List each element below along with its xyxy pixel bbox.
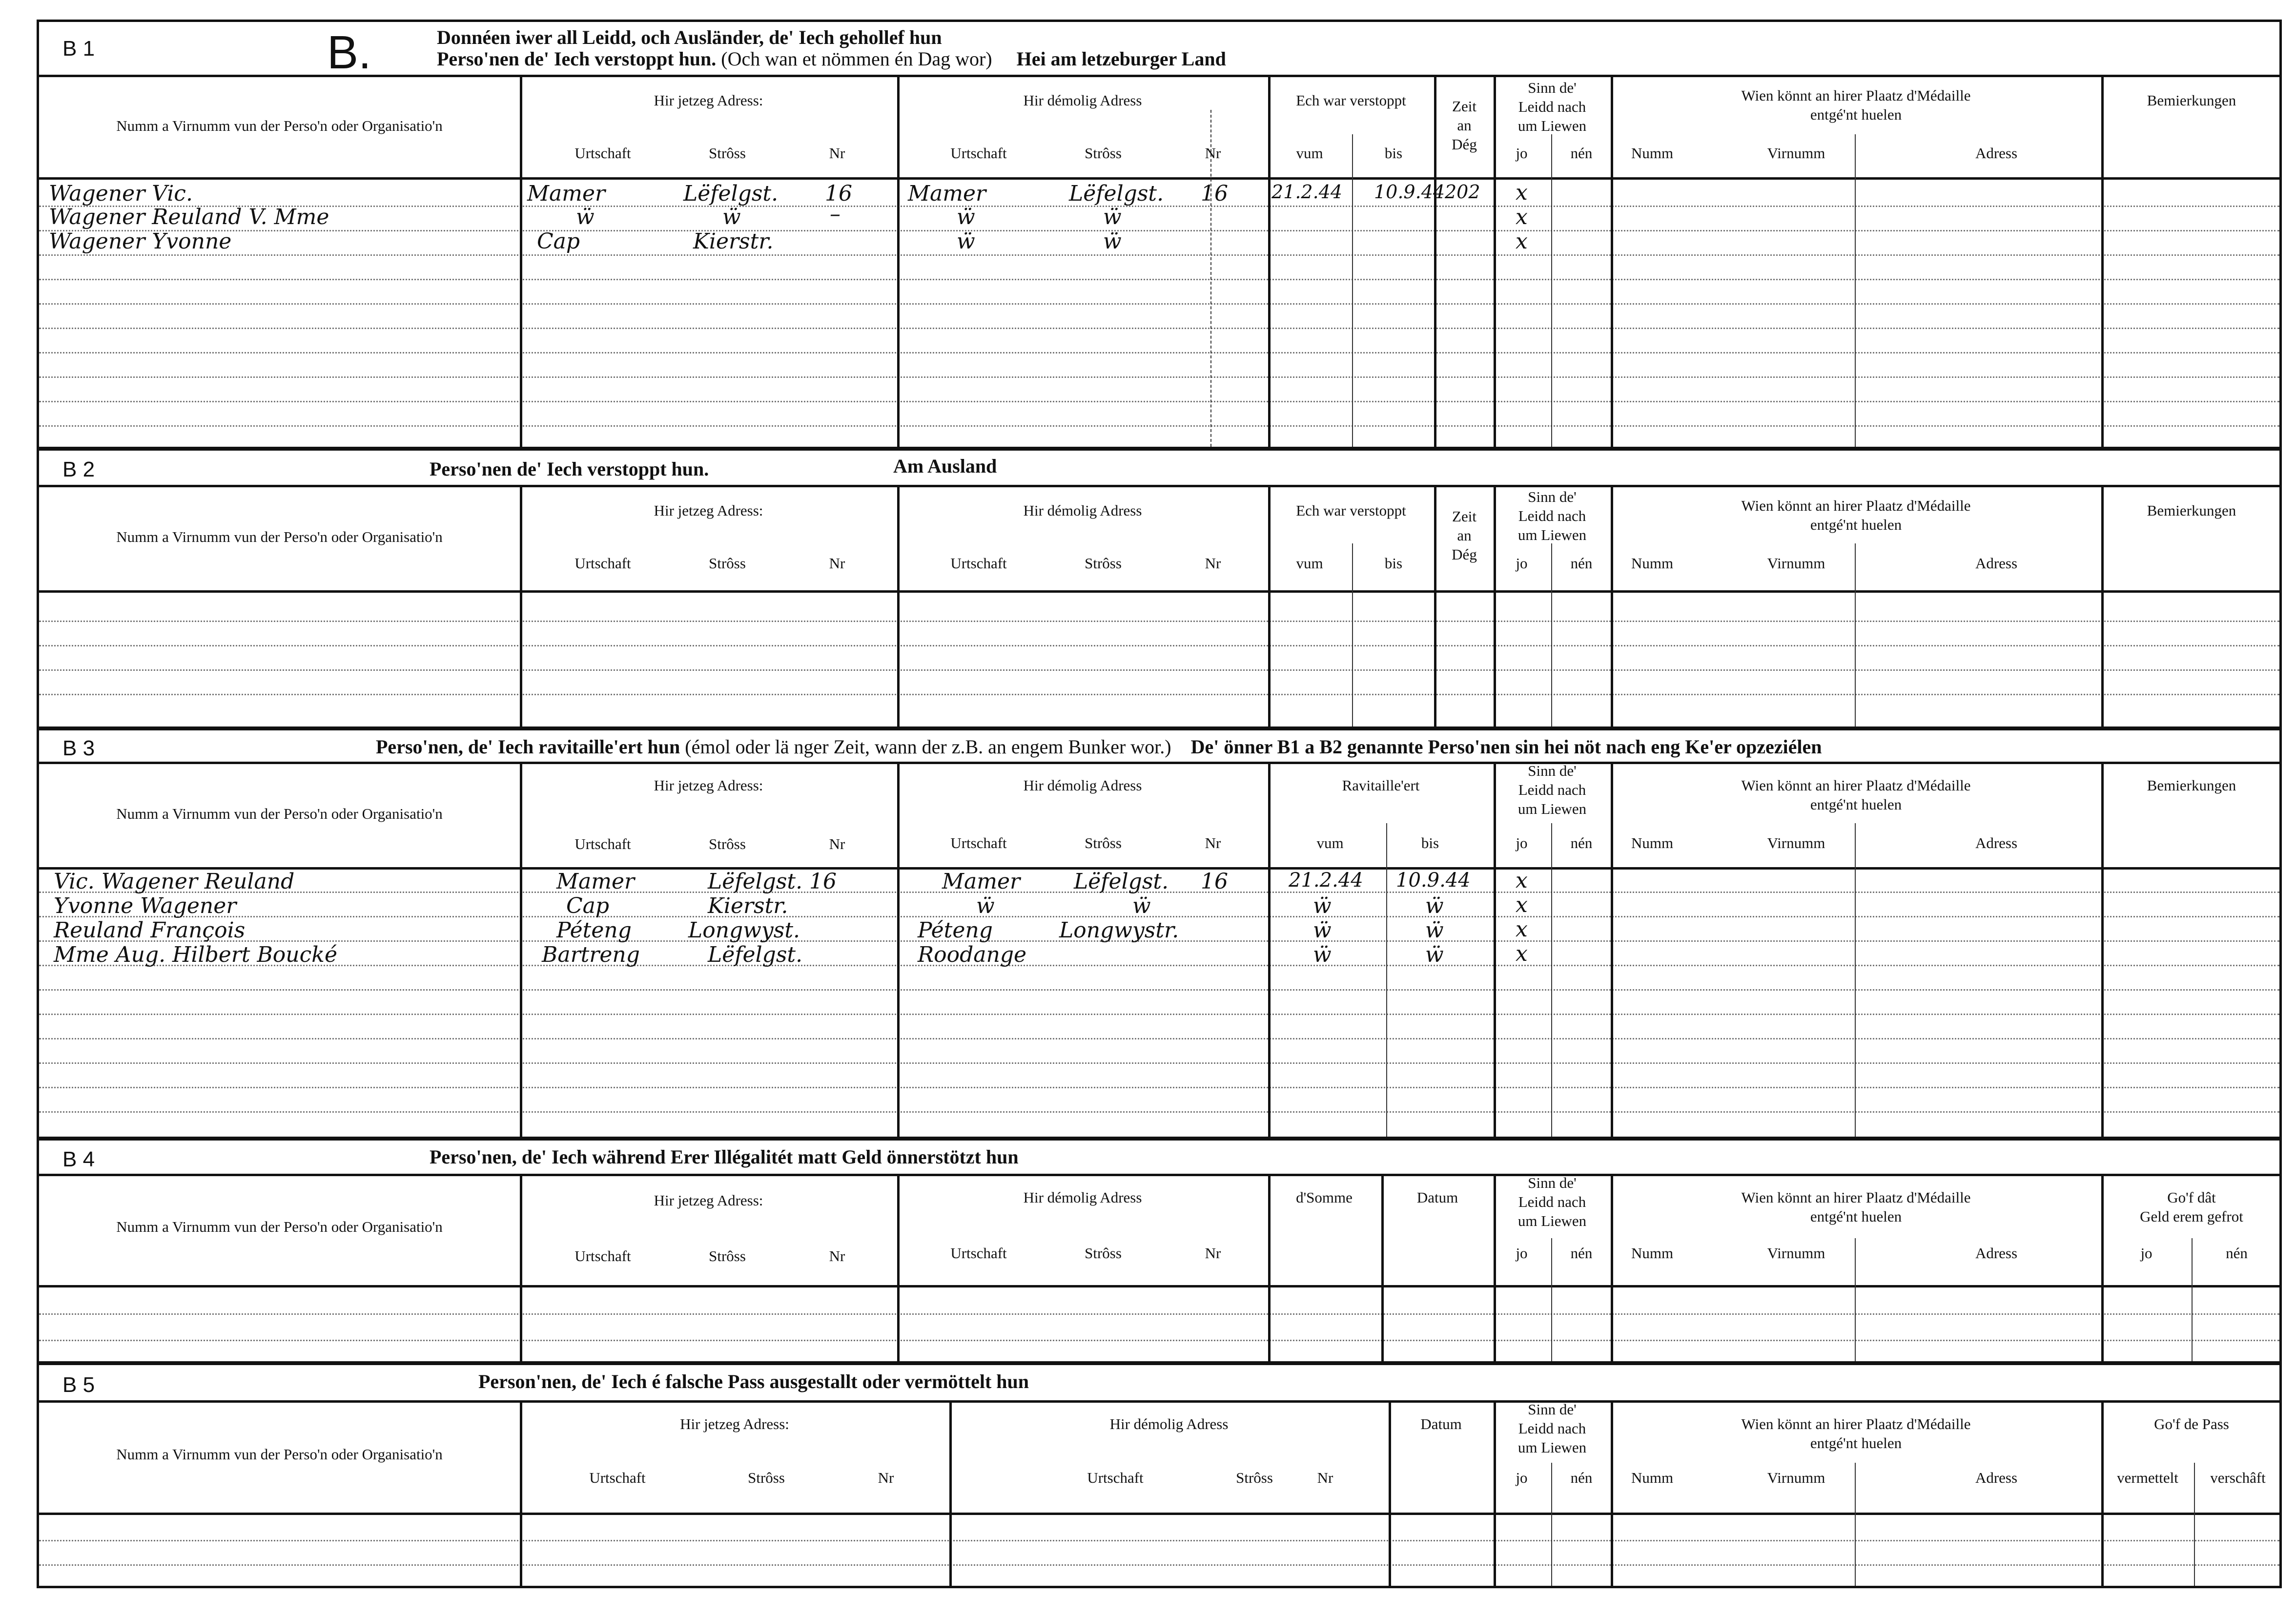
header-medal-first: Virnumm [1767, 1245, 1825, 1262]
cell: ẅ [1425, 942, 1444, 967]
header-medal-address: Adress [1975, 145, 2018, 162]
header-medal-first: Virnumm [1767, 555, 1825, 572]
cell: 16 [825, 181, 852, 206]
header-current-address: Hir jetzeg Adress: [654, 92, 763, 109]
header-nr: Nr [829, 555, 845, 572]
column-headers [39, 1174, 2279, 1287]
header-current-address: Hir jetzeg Adress: [680, 1415, 789, 1432]
header-nr: Nr [1205, 145, 1221, 162]
header-medal-name: Numm [1631, 834, 1674, 851]
header-previous-address: Hir démolig Adress [1023, 92, 1142, 109]
header-no: nén [1570, 834, 1593, 851]
cell: Bartreng [542, 942, 640, 967]
cell: Cap [566, 893, 610, 918]
header-alive: Sinn de' Leidd nach um Liewen [1517, 762, 1587, 817]
header-nr: Nr [1205, 555, 1221, 572]
header-town: Urtschaft [574, 555, 631, 572]
header-to: bis [1384, 145, 1403, 162]
check-mark: x [1516, 205, 1528, 229]
section-b4 [37, 1138, 2282, 1364]
header-amount: d'Somme [1296, 1189, 1353, 1206]
column-headers [39, 75, 2279, 180]
cell: ẅ [576, 205, 594, 229]
cell: Lëfelgst. 16 [708, 869, 837, 894]
header-street: Strôss [709, 555, 746, 572]
header-street: Strôss [1085, 555, 1122, 572]
cell: ẅ [1132, 893, 1151, 918]
b1-rows [39, 177, 2279, 447]
header-street: Strôss [1236, 1469, 1273, 1486]
header-medal-address: Adress [1975, 1245, 2018, 1262]
header-hidden: Ech war verstoppt [1296, 92, 1406, 109]
section-title: Perso'nen de' Iech verstoppt hun. [430, 458, 709, 480]
header-street: Strôss [1085, 834, 1122, 851]
header-street: Strôss [748, 1469, 785, 1486]
header-medal-first: Virnumm [1767, 145, 1825, 162]
header-yes: jo [2140, 1245, 2152, 1262]
header-name: Numm a Virnumm vun der Perso'n oder Organisatio'n [116, 528, 443, 545]
header-medal: Wien könnt an hirer Plaatz d'Médaille entgé'nt huelen [1741, 777, 1971, 813]
header-alive: Sinn de' Leidd nach um Liewen [1517, 488, 1587, 543]
cell: ẅ [1103, 229, 1122, 254]
section-b2 [37, 448, 2282, 729]
header-nr: Nr [829, 835, 845, 852]
section-code: B 5 [62, 1373, 95, 1397]
cell: Lëfelgst. [1074, 869, 1169, 894]
header-current-address: Hir jetzeg Adress: [654, 777, 763, 794]
header-procured: verschâft [2210, 1469, 2266, 1486]
section-b3-title-bar [39, 730, 2279, 764]
cell: Lëfelgst. [708, 942, 803, 967]
header-street: Strôss [1085, 145, 1122, 162]
form-part-letter: B. [327, 26, 371, 79]
b4-rows [39, 1285, 2279, 1361]
header-name: Numm a Virnumm vun der Perso'n oder Organisatio'n [116, 117, 443, 134]
section-code: B 4 [62, 1147, 95, 1171]
cell: Longwyst. [688, 918, 800, 943]
header-medal-address: Adress [1975, 555, 2018, 572]
cell: 10.9.44 [1396, 869, 1471, 892]
b3-row3-name: Reuland François [54, 918, 246, 943]
cell: Kierstr. [693, 229, 774, 254]
section-subtitle: Perso'nen de' Iech verstoppt hun. (Och wan et nömmen én Dag wor) Hei am letzeburger Land [437, 48, 1226, 70]
header-previous-address: Hir démolig Adress [1023, 777, 1142, 794]
check-mark: x [1516, 229, 1528, 254]
header-street: Strôss [709, 145, 746, 162]
header-no: nén [2226, 1245, 2248, 1262]
cell: 16 [1201, 869, 1228, 894]
header-nr: Nr [829, 1247, 845, 1265]
b1-row2-name: Wagener Reuland V. Mme [49, 205, 329, 229]
section-b1-title-bar [39, 22, 2279, 77]
header-medal-name: Numm [1631, 1469, 1674, 1486]
header-remarks: Bemierkungen [2147, 502, 2236, 519]
header-name: Numm a Virnumm vun der Perso'n oder Organisatio'n [116, 805, 443, 822]
cell: Lëfelgst. [683, 181, 779, 206]
header-name: Numm a Virnumm vun der Perso'n oder Organisatio'n [116, 1218, 443, 1235]
header-nr: Nr [878, 1469, 894, 1486]
header-pass: Go'f de Pass [2154, 1415, 2229, 1432]
header-yes: jo [1516, 1469, 1528, 1486]
header-town: Urtschaft [950, 555, 1007, 572]
section-code: B 2 [62, 457, 95, 481]
section-b5 [37, 1363, 2282, 1588]
header-hidden: Ech war verstoppt [1296, 502, 1406, 519]
header-no: nén [1570, 1469, 1593, 1486]
header-alive: Sinn de' Leidd nach um Liewen [1517, 1401, 1587, 1456]
header-money-returned: Go'f dât Geld erem gefrot [2140, 1189, 2243, 1225]
header-date: Datum [1416, 1189, 1458, 1206]
cell: Mamer [908, 181, 986, 206]
header-medal: Wien könnt an hirer Plaatz d'Médaille entgé'nt huelen [1741, 87, 1971, 123]
section-title: Perso'nen, de' Iech ravitaille'ert hun (émol oder lä nger Zeit, wann der z.B. an engem Bunker wor.) De' önner B1 a B2 genannte Perso'nen sin hei nöt nach eng Ke'er opzeziélen [376, 736, 1822, 758]
header-previous-address: Hir démolig Adress [1109, 1415, 1229, 1432]
header-alive: Sinn de' Leidd nach um Liewen [1517, 1174, 1587, 1229]
header-medal-name: Numm [1631, 145, 1674, 162]
section-title: Person'nen, de' Iech é falsche Pass ausgestallt oder vermöttelt hun [478, 1370, 1029, 1392]
cell: Cap [537, 229, 580, 254]
b3-row4-name: Mme Aug. Hilbert Boucké [54, 942, 337, 967]
header-town: Urtschaft [950, 145, 1007, 162]
b3-row1-name: Vic. Wagener Reuland [54, 869, 295, 894]
header-medal: Wien könnt an hirer Plaatz d'Médaille entgé'nt huelen [1741, 1189, 1971, 1225]
section-b5-title-bar [39, 1365, 2279, 1403]
header-street: Strôss [1085, 1245, 1122, 1262]
header-street: Strôss [709, 1247, 746, 1265]
header-medal: Wien könnt an hirer Plaatz d'Médaille entgé'nt huelen [1741, 1415, 1971, 1452]
header-from: vum [1296, 555, 1323, 572]
cell: – [830, 202, 840, 227]
header-date: Datum [1420, 1415, 1462, 1432]
b5-rows [39, 1513, 2279, 1586]
header-to: bis [1421, 834, 1439, 851]
header-no: nén [1570, 145, 1593, 162]
check-mark: x [1516, 917, 1528, 942]
header-nr: Nr [1205, 834, 1221, 851]
cell: Péteng [918, 918, 993, 943]
header-remarks: Bemierkungen [2147, 92, 2236, 109]
header-no: nén [1570, 555, 1593, 572]
cell: Mamer [942, 869, 1021, 894]
check-mark: x [1516, 868, 1528, 893]
header-from: vum [1296, 145, 1323, 162]
header-street: Strôss [709, 835, 746, 852]
section-b4-title-bar [39, 1141, 2279, 1176]
header-to: bis [1384, 555, 1403, 572]
b3-row2-name: Yvonne Wagener [54, 893, 237, 918]
header-remarks: Bemierkungen [2147, 777, 2236, 794]
header-medal-name: Numm [1631, 1245, 1674, 1262]
section-code: B 3 [62, 736, 95, 760]
cell: ẅ [1425, 893, 1444, 918]
section-b1 [37, 20, 2282, 449]
header-days: Zeit an Dég [1452, 508, 1477, 563]
section-code: B 1 [62, 37, 95, 61]
header-from: vum [1316, 834, 1344, 851]
cell: Kierstr. [708, 893, 788, 918]
header-town: Urtschaft [589, 1469, 646, 1486]
header-medal-address: Adress [1975, 1469, 2018, 1486]
section-title: Donnéen iwer all Leidd, och Ausländer, de' Iech gehollef hun [437, 26, 942, 48]
header-current-address: Hir jetzeg Adress: [654, 1192, 763, 1209]
header-days: Zeit an Dég [1452, 98, 1477, 153]
cell: Mamer [556, 869, 635, 894]
cell: Péteng [556, 918, 632, 943]
header-yes: jo [1516, 834, 1528, 851]
header-town: Urtschaft [1087, 1469, 1144, 1486]
cell: ẅ [957, 205, 975, 229]
cell: ẅ [1425, 918, 1444, 943]
check-mark: x [1516, 941, 1528, 966]
header-nr: Nr [1317, 1469, 1333, 1486]
header-town: Urtschaft [950, 834, 1007, 851]
header-supplied: Ravitaille'ert [1342, 777, 1420, 794]
section-b3 [37, 728, 2282, 1139]
cell: Longwystr. [1059, 918, 1179, 943]
header-medal: Wien könnt an hirer Plaatz d'Médaille entgé'nt huelen [1741, 497, 1971, 533]
section-b2-title-bar [39, 451, 2279, 487]
column-headers [39, 1400, 2279, 1515]
cell: Lëfelgst. [1069, 181, 1164, 206]
cell: 202 [1445, 181, 1480, 203]
cell: 21.2.44 [1289, 869, 1363, 892]
cell: Mamer [527, 181, 606, 206]
cell: 16 [1201, 181, 1228, 206]
cell: 21.2.44 [1271, 181, 1343, 203]
cell: ẅ [976, 893, 995, 918]
section-title: Perso'nen, de' Iech während Erer Illégalitét matt Geld önnerstötzt hun [430, 1146, 1019, 1168]
header-mediated: vermettelt [2117, 1469, 2178, 1486]
header-previous-address: Hir démolig Adress [1023, 502, 1142, 519]
b1-row1-name: Wagener Vic. [49, 181, 193, 206]
column-headers [39, 485, 2279, 593]
header-yes: jo [1516, 1245, 1528, 1262]
check-mark: x [1516, 180, 1528, 205]
header-medal-first: Virnumm [1767, 834, 1825, 851]
header-town: Urtschaft [950, 1245, 1007, 1262]
header-nr: Nr [829, 145, 845, 162]
header-yes: jo [1516, 145, 1528, 162]
b1-row3-name: Wagener Yvonne [49, 229, 232, 254]
check-mark: x [1516, 892, 1528, 917]
cell: ẅ [1313, 942, 1332, 967]
header-yes: jo [1516, 555, 1528, 572]
header-no: nén [1570, 1245, 1593, 1262]
header-medal-first: Virnumm [1767, 1469, 1825, 1486]
section-title-end: Am Ausland [893, 455, 997, 477]
cell: Roodange [918, 942, 1027, 967]
b3-rows [39, 867, 2279, 1137]
cell: ẅ [957, 229, 975, 254]
cell: ẅ [722, 205, 741, 229]
cell: ẅ [1103, 205, 1122, 229]
header-medal-address: Adress [1975, 834, 2018, 851]
b2-rows [39, 590, 2279, 726]
header-name: Numm a Virnumm vun der Perso'n oder Organisatio'n [116, 1446, 443, 1463]
header-town: Urtschaft [574, 835, 631, 852]
header-previous-address: Hir démolig Adress [1023, 1189, 1142, 1206]
header-town: Urtschaft [574, 145, 631, 162]
cell: 10.9.44 [1374, 181, 1445, 203]
cell: ẅ [1313, 918, 1332, 943]
header-medal-name: Numm [1631, 555, 1674, 572]
header-current-address: Hir jetzeg Adress: [654, 502, 763, 519]
cell: ẅ [1313, 893, 1332, 918]
header-alive: Sinn de' Leidd nach um Liewen [1517, 79, 1587, 134]
header-town: Urtschaft [574, 1247, 631, 1265]
column-headers [39, 762, 2279, 870]
header-nr: Nr [1205, 1245, 1221, 1262]
